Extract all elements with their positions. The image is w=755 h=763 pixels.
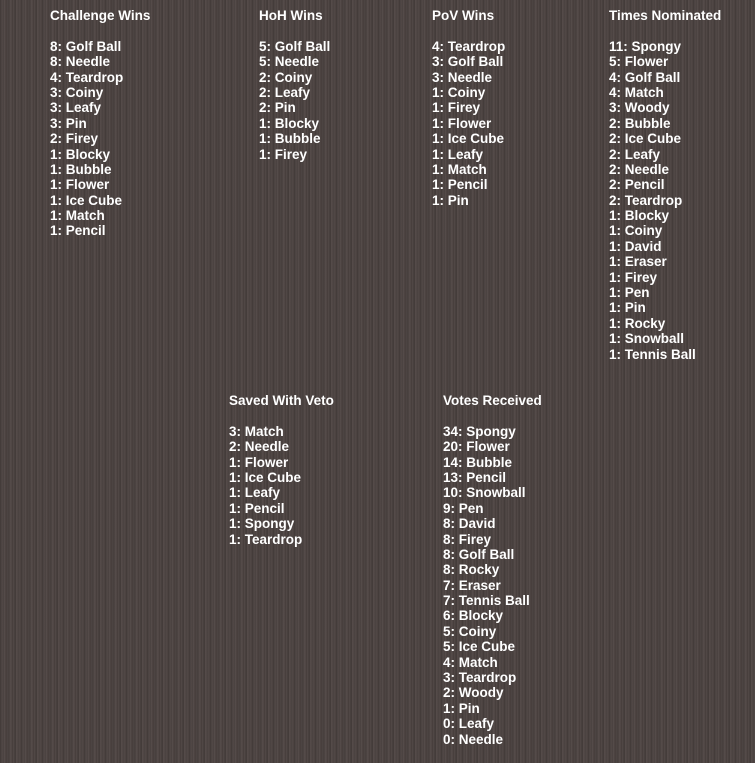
list-item: 5: Golf Ball: [259, 38, 331, 54]
list-item: 20: Flower: [443, 439, 510, 455]
list-item: 1: Match: [50, 208, 105, 224]
list-item: 4: Match: [609, 84, 664, 100]
list-item: 1: Firey: [609, 269, 658, 285]
list-item: 1: Eraser: [609, 254, 667, 270]
list-item: 2: Firey: [50, 131, 99, 147]
list-item: 3: Needle: [432, 69, 493, 85]
list-item: 10: Snowball: [443, 485, 526, 501]
list-item: 5: Needle: [259, 54, 320, 70]
list-item: 1: Firey: [259, 146, 308, 162]
list-item: 8: Rocky: [443, 562, 500, 578]
hoh-wins-heading: HoH Wins: [259, 8, 323, 23]
list-item: 2: Pencil: [609, 177, 665, 193]
list-item: 3: Woody: [609, 100, 670, 116]
list-item: 3: Match: [229, 423, 284, 439]
list-item: 1: Ice Cube: [432, 131, 505, 147]
challenge-wins-section: [50, 8, 150, 239]
list-item: 1: Teardrop: [229, 531, 303, 547]
list-item: 2: Woody: [443, 685, 504, 701]
hoh-wins-section: [259, 8, 330, 162]
list-item: 1: Pencil: [432, 177, 488, 193]
votes-received-heading: Votes Received: [443, 393, 542, 408]
list-item: 1: Spongy: [229, 516, 295, 532]
list-item: 1: Pencil: [50, 223, 106, 239]
challenge-wins-list: [50, 39, 150, 239]
list-item: 1: Leafy: [229, 485, 281, 501]
votes-received-list: [443, 424, 542, 747]
list-item: 1: Pen: [609, 285, 650, 301]
saved-with-veto-heading: Saved With Veto: [229, 393, 334, 408]
list-item: 4: Golf Ball: [609, 69, 681, 85]
list-item: 0: Needle: [443, 731, 504, 747]
list-item: 4: Teardrop: [432, 38, 506, 54]
list-item: 1: Leafy: [432, 146, 484, 162]
times-nominated-section: [609, 8, 721, 362]
saved-with-veto-list: [229, 424, 334, 547]
list-item: 1: Flower: [432, 115, 492, 131]
times-nominated-heading: Times Nominated: [609, 8, 722, 23]
list-item: 8: David: [443, 516, 496, 532]
list-item: 1: Rocky: [609, 315, 666, 331]
pov-wins-section: [432, 8, 505, 208]
list-item: 1: Match: [432, 161, 487, 177]
list-item: 1: Flower: [229, 454, 289, 470]
list-item: 6: Blocky: [443, 608, 504, 624]
list-item: 13: Pencil: [443, 469, 507, 485]
votes-received-section: [443, 393, 542, 747]
list-item: 2: Needle: [229, 439, 290, 455]
list-item: 4: Match: [443, 654, 498, 670]
list-item: 1: David: [609, 238, 662, 254]
list-item: 5: Flower: [609, 54, 669, 70]
list-item: 8: Golf Ball: [443, 546, 515, 562]
list-item: 4: Teardrop: [50, 69, 124, 85]
list-item: 7: Tennis Ball: [443, 593, 530, 609]
list-item: 2: Leafy: [259, 84, 311, 100]
list-item: 1: Bubble: [259, 131, 321, 147]
list-item: 3: Coiny: [50, 84, 104, 100]
list-item: 1: Pin: [432, 192, 469, 208]
times-nominated-list: [609, 39, 721, 362]
list-item: 3: Leafy: [50, 100, 102, 116]
list-item: 1: Blocky: [259, 115, 320, 131]
list-item: 14: Bubble: [443, 454, 513, 470]
list-item: 1: Snowball: [609, 331, 685, 347]
list-item: 1: Bubble: [50, 161, 112, 177]
list-item: 5: Coiny: [443, 623, 497, 639]
list-item: 2: Bubble: [609, 115, 671, 131]
list-item: 0: Leafy: [443, 716, 495, 732]
list-item: 7: Eraser: [443, 577, 501, 593]
pov-wins-heading: PoV Wins: [432, 8, 495, 23]
list-item: 1: Coiny: [432, 84, 486, 100]
list-item: 8: Golf Ball: [50, 38, 122, 54]
list-item: 1: Ice Cube: [50, 192, 123, 208]
pov-wins-list: [432, 39, 505, 208]
list-item: 1: Coiny: [609, 223, 663, 239]
list-item: 3: Pin: [50, 115, 87, 131]
list-item: 2: Coiny: [259, 69, 313, 85]
list-item: 8: Firey: [443, 531, 492, 547]
list-item: 2: Ice Cube: [609, 131, 682, 147]
list-item: 9: Pen: [443, 500, 484, 516]
list-item: 34: Spongy: [443, 423, 516, 439]
list-item: 1: Blocky: [609, 208, 670, 224]
list-item: 1: Pencil: [229, 500, 285, 516]
list-item: 2: Leafy: [609, 146, 661, 162]
hoh-wins-list: [259, 39, 330, 162]
list-item: 3: Golf Ball: [432, 54, 504, 70]
list-item: 2: Teardrop: [609, 192, 683, 208]
list-item: 1: Pin: [443, 700, 480, 716]
list-item: 1: Ice Cube: [229, 469, 302, 485]
list-item: 1: Tennis Ball: [609, 346, 696, 362]
list-item: 11: Spongy: [609, 38, 682, 54]
list-item: 8: Needle: [50, 54, 111, 70]
list-item: 5: Ice Cube: [443, 639, 516, 655]
challenge-wins-heading: Challenge Wins: [50, 8, 151, 23]
list-item: 3: Teardrop: [443, 670, 517, 686]
list-item: 1: Firey: [432, 100, 481, 116]
list-item: 1: Blocky: [50, 146, 111, 162]
list-item: 2: Pin: [259, 100, 296, 116]
list-item: 1: Pin: [609, 300, 646, 316]
list-item: 2: Needle: [609, 161, 670, 177]
saved-with-veto-section: [229, 393, 334, 547]
list-item: 1: Flower: [50, 177, 110, 193]
